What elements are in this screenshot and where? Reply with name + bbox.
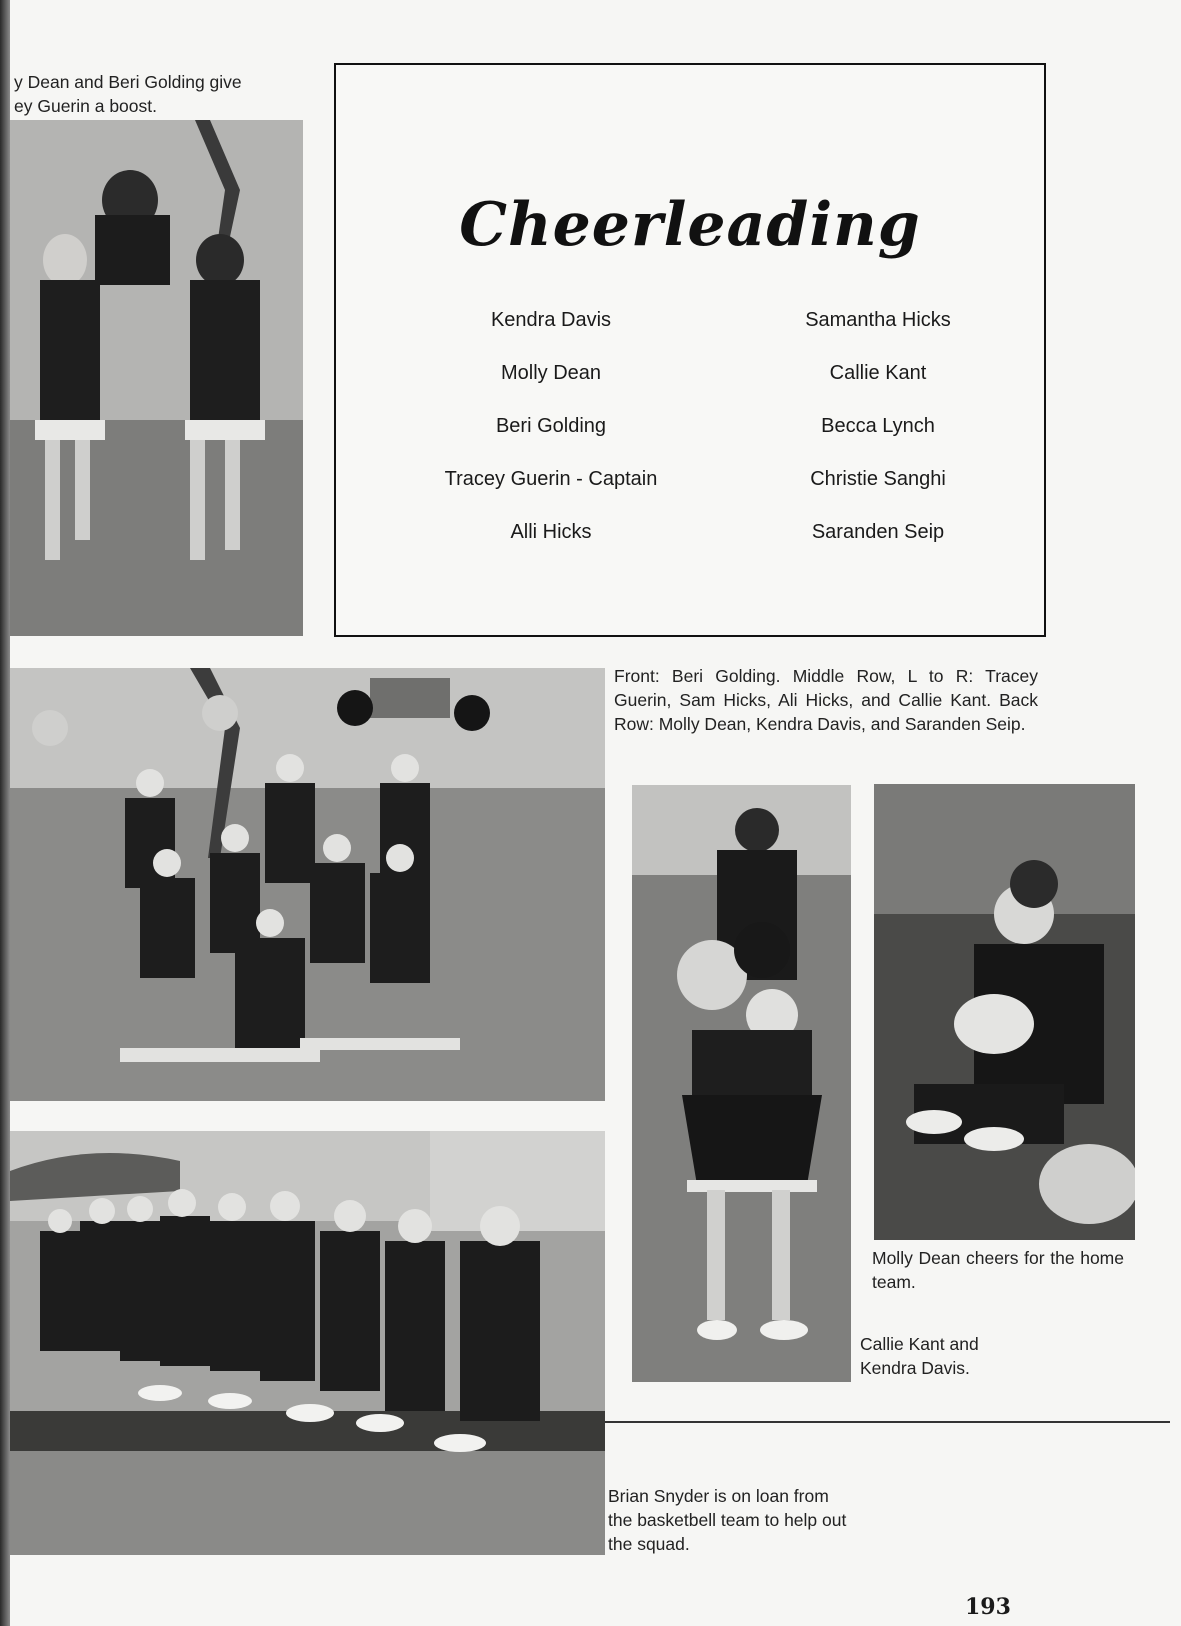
- page-number: 193: [965, 1594, 1011, 1620]
- molly-dean-caption: Molly Dean cheers for the home team.: [872, 1248, 1124, 1292]
- roster-name: Becca Lynch: [821, 415, 935, 437]
- boost-caption-line1: y Dean and Beri Golding give: [14, 72, 242, 92]
- roster-left: [401, 305, 701, 570]
- page-edge-shadow: [0, 0, 10, 1626]
- roster-name: Christie Sanghi: [810, 468, 946, 490]
- roster-name: Samantha Hicks: [805, 309, 951, 331]
- brian-snyder-caption: Brian Snyder is on loan from the basketbell team to help out the squad.: [608, 1486, 847, 1554]
- roster-name: Tracey Guerin - Captain: [444, 468, 658, 490]
- boost-photo: [10, 120, 303, 636]
- divider-line: [605, 1421, 1170, 1423]
- molly-dean-photo: [874, 784, 1135, 1240]
- boost-caption-line2: ey Guerin a boost.: [14, 96, 157, 116]
- roster-name: Alli Hicks: [510, 521, 592, 543]
- title-box: [334, 63, 1046, 637]
- group-photo: [10, 668, 605, 1101]
- callie-kendra-photo: [632, 785, 851, 1382]
- roster-name: Beri Golding: [495, 415, 607, 437]
- group-caption: Front: Beri Golding. Middle Row, L to R: Tracey Guerin, Sam Hicks, Ali Hicks, and Callie Kant. Back Row: Molly Dean, Kendra Davis, and Saranden Seip.: [614, 666, 1038, 734]
- roster-name: Callie Kant: [829, 362, 927, 384]
- callie-kendra-caption: Callie Kant and Kendra Davis.: [860, 1334, 979, 1378]
- roster-name: Kendra Davis: [490, 309, 612, 331]
- roster-name: Saranden Seip: [811, 521, 945, 543]
- bench-photo: [10, 1131, 605, 1555]
- roster-right: [728, 305, 1028, 570]
- page-title: Cheerleading: [459, 190, 921, 260]
- boost-caption: [14, 70, 304, 118]
- roster-name: Molly Dean: [500, 362, 602, 384]
